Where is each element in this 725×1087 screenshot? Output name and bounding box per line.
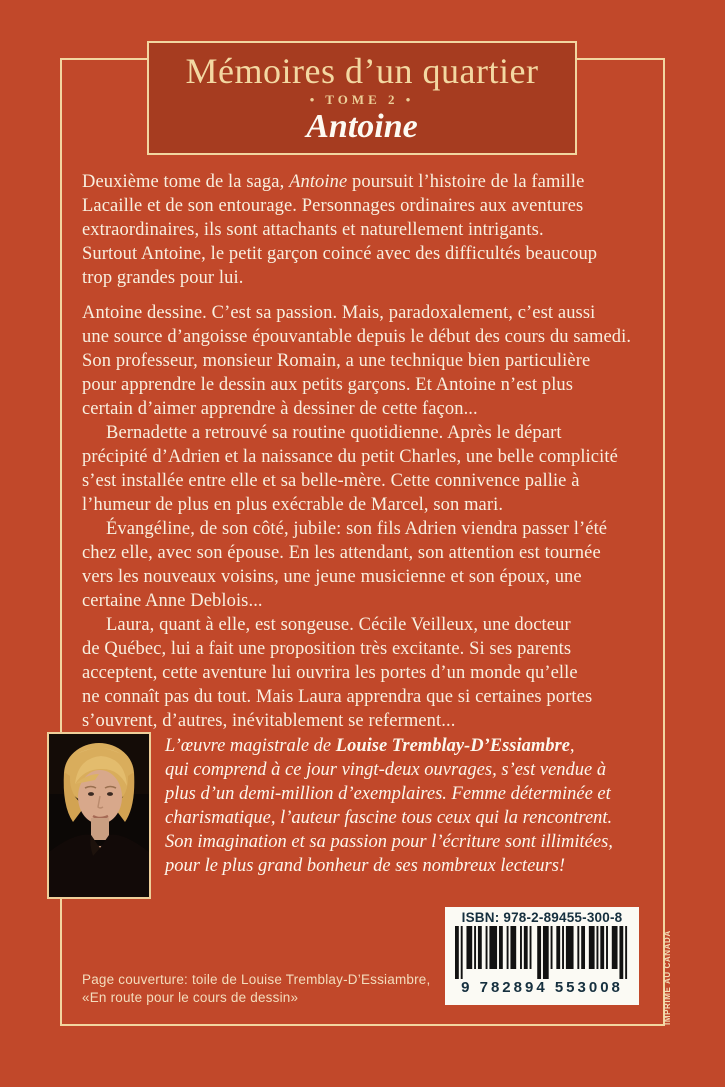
isbn-label: ISBN: 978-2-89455-300-8	[461, 910, 623, 925]
text-line: Évangéline, de son côté, jubile: son fils Adrien viendra passer l’été	[106, 519, 608, 539]
bio-pre: L’œuvre magistrale de	[165, 736, 336, 756]
ean-barcode	[453, 926, 631, 980]
text-line: «En route pour le cours de dessin»	[82, 990, 299, 1005]
text-line: Page couverture: toile de Louise Tremblay-D’Essiambre,	[82, 972, 431, 987]
intro-book-title-italic: Antoine	[289, 172, 348, 192]
text-line	[82, 170, 652, 194]
text-line: Bernadette a retrouvé sa routine quotidienne. Après le départ	[106, 423, 562, 443]
title-box	[147, 41, 577, 155]
text-line: Lacaille et de son entourage. Personnages ordinaires aux aventures	[82, 196, 584, 216]
text-line: chez elle, avec son épouse. En les attendant, son attention est tournée	[82, 543, 601, 563]
text-line: ne connaît pas du tout. Mais Laura apprendra que si certaines portes	[82, 687, 593, 707]
synopsis-body	[82, 301, 652, 733]
printed-in-canada-label: IMPRIMÉ AU CANADA	[663, 930, 672, 1025]
text-line: s’est installée entre elle et sa belle-mère. Cette connivence pallie à	[82, 471, 580, 491]
synopsis-paragraph-intro	[82, 170, 652, 290]
text-line: pour le plus grand bonheur de ses nombreux lecteurs!	[165, 856, 566, 876]
text-line: Laura, quant à elle, est songeuse. Cécile Veilleux, une docteur	[106, 615, 571, 635]
text-line: l’humeur de plus en plus exécrable de Marcel, son mari.	[82, 495, 504, 515]
text-line: Antoine dessine. C’est sa passion. Mais, paradoxalement, c’est aussi	[82, 303, 596, 323]
synopsis-paragraph-evangeline	[82, 517, 652, 613]
text-line: certain d’aimer apprendre à dessiner de cette façon...	[82, 399, 478, 419]
text-line: charismatique, l’auteur fascine tous ceux qui la rencontrent.	[165, 808, 613, 828]
barcode-panel	[445, 907, 639, 1005]
text-line: précipité d’Adrien et la naissance du petit Charles, une belle complicité	[82, 447, 618, 467]
tome-label: • TOME 2 •	[309, 92, 415, 107]
author-bio	[165, 734, 650, 878]
text-line: de Québec, lui a fait une proposition très excitante. Si ses parents	[82, 639, 572, 659]
author-photo	[47, 732, 151, 899]
intro-post: poursuit l’histoire de la famille	[347, 172, 585, 192]
intro-pre: Deuxième tome de la saga,	[82, 172, 290, 192]
text-line: Son professeur, monsieur Romain, a une technique bien particulière	[82, 351, 591, 371]
bio-author-name: Louise Tremblay-D’Essiambre	[335, 736, 570, 756]
book-title: Antoine	[306, 108, 418, 145]
text-line: plus d’un demi-million d’exemplaires. Femme déterminée et	[165, 784, 611, 804]
series-title: Mémoires d’un quartier	[185, 51, 539, 91]
text-line: s’ouvrent, d’autres, inévitablement se referment...	[82, 711, 456, 731]
text-line: vers les nouveaux voisins, une jeune musicienne et son époux, une	[82, 567, 582, 587]
author-portrait-illustration	[49, 734, 149, 897]
text-line: Surtout Antoine, le petit garçon coincé avec des difficultés beaucoup	[82, 244, 598, 264]
text-line: qui comprend à ce jour vingt-deux ouvrages, s’est vendue à	[165, 760, 607, 780]
text-line: certaine Anne Deblois...	[82, 591, 263, 611]
text-line: acceptent, cette aventure lui ouvrira les portes d’un monde qu’elle	[82, 663, 578, 683]
text-line: extraordinaires, ils sont attachants et naturellement intrigants.	[82, 220, 544, 240]
synopsis-paragraph-antoine	[82, 301, 652, 421]
text-line: une source d’angoisse épouvantable depuis le début des cours du samedi.	[82, 327, 632, 347]
text-line: Son imagination et sa passion pour l’écriture sont illimitées,	[165, 832, 613, 852]
synopsis-paragraph-bernadette	[82, 421, 652, 517]
barcode-digits: 9 782894 553008	[461, 979, 623, 996]
text-line: pour apprendre le dessin aux petits garçons. Et Antoine n’est plus	[82, 375, 574, 395]
text-line: trop grandes pour lui.	[82, 268, 244, 288]
text-line	[165, 734, 650, 758]
bio-post: ,	[569, 736, 575, 756]
synopsis-paragraph-laura	[82, 613, 652, 733]
cover-credit	[82, 971, 502, 1007]
